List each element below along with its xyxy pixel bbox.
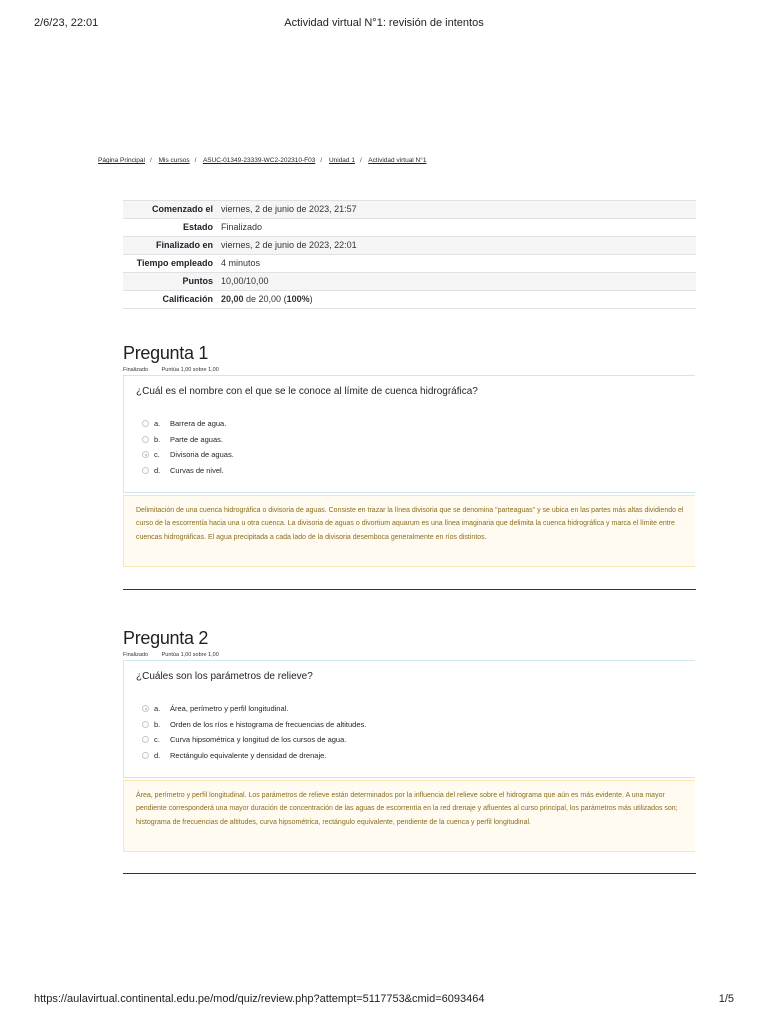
question-divider <box>123 873 696 874</box>
attempt-summary-table <box>123 200 696 309</box>
breadcrumb-course[interactable]: ASUC-01349-23339-WC2-202310-F03 <box>202 157 316 164</box>
option-text: Barrera de agua. <box>170 419 227 429</box>
question-score: Puntúa 1,00 sobre 1,00 <box>161 652 219 658</box>
radio-icon[interactable] <box>142 467 149 474</box>
breadcrumb-unit[interactable]: Unidad 1 <box>328 157 355 164</box>
answer-options <box>142 701 366 763</box>
question-status: Finalizado <box>123 367 149 373</box>
breadcrumb-home[interactable]: Página Principal <box>98 157 145 164</box>
summary-value: viernes, 2 de junio de 2023, 21:57 <box>221 204 357 214</box>
summary-value: 20,00 de 20,00 (100%) <box>221 294 313 304</box>
answer-options <box>142 416 234 478</box>
print-header <box>34 17 734 31</box>
feedback-text: Área, perímetro y perfil longitudinal. Los parámetros de relieve están determinados por la influencia del relieve sobre el hidrograma que aún es más evidente. A una mayor pendiente corresponderá una mayor duración de concentración de las aguas de escorrentía en la red drenaje y afluentes al curso principal, los parámetros más utilizados son; histograma de frecuencias de altitudes, curva hipsométrica, rectángulo equivalente, pendiente de la cuenca y perfil longitudinal. <box>136 792 678 826</box>
print-footer <box>34 993 734 1007</box>
option-d[interactable]: d. Curvas de nivel. <box>142 463 234 479</box>
option-b[interactable]: b. Parte de aguas. <box>142 432 234 448</box>
summary-value: 10,00/10,00 <box>221 276 269 286</box>
grade-value: 20,00 <box>221 294 244 304</box>
radio-checked-icon[interactable] <box>142 705 149 712</box>
summary-value: Finalizado <box>221 222 263 232</box>
radio-icon[interactable] <box>142 420 149 427</box>
question-content <box>123 375 695 493</box>
radio-checked-icon[interactable] <box>142 451 149 458</box>
print-page-title: Actividad virtual N°1: revisión de intentos <box>284 17 484 29</box>
summary-label: Comenzado el <box>151 204 213 214</box>
grade-percent: 100% <box>286 294 310 304</box>
option-text: Rectángulo equivalente y densidad de drenaje. <box>170 750 327 760</box>
radio-icon[interactable] <box>142 752 149 759</box>
summary-row-state <box>123 219 696 237</box>
option-text: Curva hipsométrica y longitud de los cursos de agua. <box>170 735 347 745</box>
feedback-box <box>123 495 695 567</box>
question-meta <box>123 652 231 658</box>
print-page-number: 1/5 <box>718 993 734 1005</box>
option-c[interactable]: c. Curva hipsométrica y longitud de los cursos de agua. <box>142 732 366 748</box>
option-text: Parte de aguas. <box>170 434 223 444</box>
question-content <box>123 660 695 778</box>
question-divider <box>123 589 696 590</box>
option-a[interactable]: a. Barrera de agua. <box>142 416 234 432</box>
summary-row-time <box>123 255 696 273</box>
summary-label: Finalizado en <box>155 240 213 250</box>
question-title: Pregunta 2 <box>123 628 209 648</box>
feedback-box <box>123 780 695 852</box>
summary-label: Puntos <box>182 276 213 286</box>
question-meta <box>123 367 231 373</box>
summary-row-finished <box>123 237 696 255</box>
feedback-text: Delimitación de una cuenca hidrográfica o divisoria de aguas. Consiste en trazar la línea divisoria que se denomina "parteaguas" y se ubica en las partes más altas dividiendo el curso de la escorrentía hacia una u otra cuenca. La divisoria de aguas o divortium aquarum es una línea imaginaria que delimita la cuenca hidrográfica y marca el límite entre cuencas hidrográficas. El agua precipitada a cada lado de la divisoria desemboca generalmente en ríos distintos. <box>136 507 684 541</box>
question-status: Finalizado <box>123 652 149 658</box>
question-text: ¿Cuáles son los parámetros de relieve? <box>136 671 313 682</box>
radio-icon[interactable] <box>142 436 149 443</box>
breadcrumb: Página Principal / Mis cursos / ASUC-01349-23339-WC2-202310-F03 / Unidad 1 / Actividad virtual N°1 <box>98 157 427 164</box>
option-text: Área, perímetro y perfil longitudinal. <box>170 704 289 714</box>
question-title: Pregunta 1 <box>123 343 209 363</box>
summary-row-grade <box>123 291 696 309</box>
option-text: Divisoria de aguas. <box>170 450 234 460</box>
option-a[interactable]: a. Área, perímetro y perfil longitudinal. <box>142 701 366 717</box>
question-score: Puntúa 1,00 sobre 1,00 <box>161 367 219 373</box>
option-text: Orden de los ríos e histograma de frecuencias de altitudes. <box>170 719 367 729</box>
breadcrumb-my-courses[interactable]: Mis cursos <box>158 157 190 164</box>
radio-icon[interactable] <box>142 736 149 743</box>
print-date: 2/6/23, 22:01 <box>34 17 99 29</box>
option-c[interactable]: c. Divisoria de aguas. <box>142 447 234 463</box>
breadcrumb-activity[interactable]: Actividad virtual N°1 <box>368 157 427 164</box>
option-d[interactable]: d. Rectángulo equivalente y densidad de drenaje. <box>142 748 366 764</box>
summary-label: Calificación <box>162 294 213 304</box>
summary-value: 4 minutos <box>221 258 261 268</box>
summary-label: Tiempo empleado <box>136 258 213 268</box>
option-b[interactable]: b. Orden de los ríos e histograma de frecuencias de altitudes. <box>142 717 366 733</box>
summary-row-started <box>123 201 696 219</box>
print-url: https://aulavirtual.continental.edu.pe/mod/quiz/review.php?attempt=5117753&cmid=6093464 <box>34 993 485 1005</box>
summary-value: viernes, 2 de junio de 2023, 22:01 <box>221 240 357 250</box>
question-text: ¿Cuál es el nombre con el que se le conoce al límite de cuenca hidrográfica? <box>136 386 478 397</box>
summary-label: Estado <box>182 222 213 232</box>
option-text: Curvas de nivel. <box>170 465 224 475</box>
summary-row-points <box>123 273 696 291</box>
radio-icon[interactable] <box>142 721 149 728</box>
